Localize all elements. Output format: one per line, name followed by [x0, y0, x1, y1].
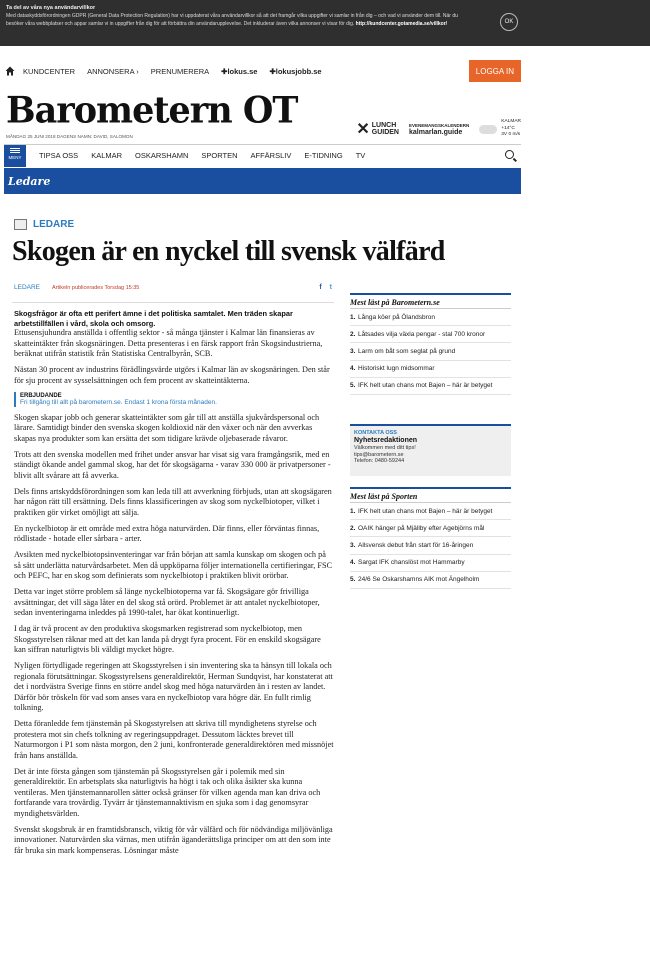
paragraph: Dels finns artskyddsförordningen som kan leda till att avverkning förbjuds, utan att skogsägaren har någon rätt till ersättning. Dels finns klassificeringen av skog som nyckelbiotoper, vilket i praktiken gör virket omöjligt att sälja.: [14, 486, 332, 517]
nav-lokus[interactable]: [221, 67, 257, 76]
paragraph: Skogen skapar jobb och generar skatteintäkter som går till att anställa sjukvårdspersonal och lärare. Samtidigt binder den svenska skogen koldioxid när den växer och när den avverkas skapas nya produkter som kan ersätta det som tidigare krävde oljebaserade råvaror.: [14, 412, 320, 443]
twitter-share-icon[interactable]: t: [329, 284, 332, 291]
cookie-text: [6, 13, 476, 28]
paragraph: Trots att den svenska modellen med frihet under ansvar har visat sig vara framgångsrik, med en ständigt ökande andel gammal skog, har det för skogsägarna - varav 330 000 är privatpersoner - blivit allt svårare att få avverka.: [14, 449, 331, 480]
nav-e-tidning[interactable]: E-TIDNING: [304, 151, 343, 160]
item-number: 1.: [350, 507, 356, 515]
item-number: 4.: [350, 365, 356, 373]
nav-sporten[interactable]: SPORTEN: [201, 151, 238, 160]
article-section-label[interactable]: LEDARE: [33, 219, 75, 230]
cookie-terms-link[interactable]: http://kundcenter.gotamedia.se/villkor/: [355, 20, 448, 27]
article-section: [14, 219, 74, 230]
main-nav: [4, 144, 521, 166]
lokusjobb-icon: ✚: [269, 66, 276, 76]
paragraph: Svenskt skogsbruk är en framtidsbransch, viktig för vår välfärd och för nödvändiga miljövänliga innovationer. Naturvärden ska värnas, men utifrån äganderättsliga principer om att den som inte får bruka sin mark kompenseras. Lösningar måste: [14, 824, 333, 855]
lunch-line-1: LUNCH: [371, 122, 397, 129]
weather-widget[interactable]: [479, 119, 521, 139]
event-brand: kalmarlan.guide: [409, 129, 463, 136]
contact-name: Nyhetsredaktionen: [354, 437, 418, 444]
nav-affarsliv[interactable]: AFFÄRSLIV: [250, 151, 292, 160]
home-icon[interactable]: [5, 66, 15, 76]
nav-oskarshamn[interactable]: OSKARSHAMN: [135, 151, 189, 160]
paragraph: Detta var inget större problem så länge nyckelbiotoperna var få. Skogsägare gör frivilliga avsättningar, det vill säga låter en del skog stå orörd. Problemet är att antalet nyckelbiotoper, sedan inventeringarna inleddes på 1990-talet, har ökat kontinuerligt.: [14, 587, 320, 617]
newspaper-icon: [14, 219, 27, 230]
paragraph: Detta föranledde fem tjänstemän på Skogsstyrelsen att skriva till myndighetens styrelse och protestera mot sin chefs tolkning av regeringsuppdraget. Dessutom läcktes brevet till Naturmorgon i P1 som nästa morgon, den 2 juni, konfronterade generaldirektören med missnöjet från hans anställda.: [14, 719, 334, 760]
sport-item[interactable]: [350, 503, 511, 520]
paragraph: Nyligen förtydligade regeringen att Skogsstyrelsen i sin inventering ska ta hänsyn till lokala och regionala förutsättningar. Skogsstyrelsens generaldirektör, Herman Sundqvist, har konstaterat att det i nordvästra Sverige finns en större andel skog med höga naturvärden än i resten av landet. Därför bör tröskeln för vad som anses vara en nyckelbiotop vara högre där. En fullt rimlig tolkning.: [14, 661, 333, 712]
item-number: 2.: [350, 330, 356, 338]
paragraph: En nyckelbiotop är ett område med extra höga naturvärden. Där finns, eller förväntas finnas, rödlistade - hotade eller sårbara - arter.: [14, 523, 320, 543]
sport-item[interactable]: [350, 520, 511, 537]
nav-prenumerera[interactable]: PRENUMERERA: [150, 66, 210, 76]
most-read-sport-widget: [350, 487, 511, 589]
sport-item[interactable]: [350, 555, 511, 572]
most-read-item[interactable]: [350, 378, 511, 395]
cookie-body: Med dataskyddsförordningen GDPR (General Data Protection Regulation) har vi uppdaterat våra användarvillkor så att det framgår vilka uppgifter vi samlar in från dig – och vad vi använder dem till. När du besöker våra webbplatser och appar samlar vi in uppgifter från dig för att förbättra din användarupplevelse. Det inkluderar även vilka annonser vi visar för dig.: [6, 13, 458, 27]
item-title: Låtsades vilja växla pengar - stal 700 kronor: [358, 330, 486, 338]
item-number: 4.: [350, 559, 356, 567]
weather-city: KALMAR: [501, 119, 521, 125]
item-title: Historiskt lugn midsommar: [358, 365, 435, 373]
menu-label: MENY: [8, 154, 22, 160]
event-calendar-link[interactable]: [409, 122, 469, 136]
sport-title: Mest läst på Sporten: [350, 487, 511, 503]
lunch-x-icon: ✕: [356, 120, 370, 138]
offer-title: ERBJUDANDE: [20, 392, 62, 399]
utility-nav: [5, 60, 521, 82]
weather-temp: +14°C: [501, 125, 515, 131]
hamburger-icon: [10, 148, 20, 153]
contact-line: Välkommen med ditt tips!: [354, 445, 416, 451]
paragraph: Avsikten med nyckelbiotopsinventeringar var från början att samla kunskap om skogen och på så sätt underlätta naturvårdsarbetet. Men då uppköparna följer internationella certifieringar, FSC och PEFC, har en skog som definierats som nyckelbiotop i praktiken blivit orörbar.: [14, 550, 333, 580]
item-number: 3.: [350, 347, 356, 355]
site-logo[interactable]: Barometern OT: [6, 88, 298, 133]
section-banner-title[interactable]: Ledare: [8, 175, 51, 188]
lunchguiden-link[interactable]: [356, 122, 399, 136]
item-title: IFK helt utan chans mot Bajen – här är betyget: [358, 382, 493, 390]
contact-phone[interactable]: Telefon: 0480-59244: [354, 458, 405, 464]
item-title: OAIK hänger på Mjällby efter Agebjörns mål: [358, 524, 485, 532]
paragraph: Nästan 30 procent av industrins förädlingsvärde utgörs i Kalmar län av skogsnäringen. Den står för sju procent av sysselsättningen och fem procent av skatteintäkterna.: [14, 365, 330, 385]
item-title: Långa köer på Ölandsbron: [358, 313, 435, 321]
nav-tipsa-oss[interactable]: TIPSA OSS: [39, 151, 79, 160]
paragraph: I dag är två procent av den produktiva skogsmarken registrerad som nyckelbiotop, men Skogsstyrelsen räknar med att det kan landa på drygt fyra procent. För en enskild skogsägare kan siffran naturligtvis bli väldigt mycket högre.: [14, 624, 321, 654]
cloud-icon: [479, 125, 497, 134]
login-button[interactable]: LOGGA IN: [469, 60, 521, 82]
weather-wind: 3V 0 m/s: [501, 132, 521, 138]
paragraph: Det är inte första gången som tjänstemän på Skogsstyrelsen går i polemik med sin generaldirektör. En arbetsplats ska naturligtvis ha högt i tak och olika åsikter ska kunna ventileras. Men tjänstemannarollen sätter också gränser för vilken agenda man kan driva och fortfarande vara trovärdig. Tyvärr är tjänstemannaktivism en sjuka som i dag genomsyrar myndighetsvärlden.: [14, 766, 321, 818]
nav-tv[interactable]: TV: [355, 151, 366, 160]
chevron-right-icon: ›: [136, 66, 139, 76]
contact-email[interactable]: tips@barometern.se: [354, 451, 404, 458]
nav-lokus-label: lokus.se: [227, 66, 258, 76]
item-title: Allsvensk debut från start för 16-åringen: [358, 541, 474, 549]
cookie-ok-button[interactable]: OK: [500, 13, 518, 31]
divider: [12, 302, 334, 303]
sport-item[interactable]: [350, 537, 511, 554]
item-title: Larm om båt som seglat på grund: [358, 347, 456, 355]
nav-kundcenter[interactable]: KUNDCENTER: [23, 66, 76, 76]
most-read-list: [350, 309, 511, 395]
paragraph: Ettusensjuhundra anställda i offentlig sektor - så många tjänster i Kalmar län finansieras av skatteintäkter från skogsnäringen. Detta presenteras i en färsk rapport från Skogsindustrierna, beräknat utifrån statistik från Statistiska Centralbyrån, SCB.: [14, 328, 323, 358]
menu-button[interactable]: [4, 145, 26, 167]
event-top: EVENEMANGSKALENDERN: [409, 123, 470, 128]
most-read-item[interactable]: [350, 326, 511, 343]
weather-text: [501, 119, 521, 139]
item-number: 5.: [350, 382, 356, 390]
contact-box: [350, 424, 511, 476]
lunch-line-2: GUIDEN: [371, 129, 399, 136]
nav-lokusjobb-label: lokusjobb.se: [275, 66, 322, 76]
search-icon[interactable]: [505, 150, 514, 159]
contact-kicker: KONTAKTA OSS: [354, 430, 397, 436]
item-number: 2.: [350, 524, 356, 532]
nav-lokusjobb[interactable]: [269, 67, 321, 76]
cookie-banner: [0, 0, 650, 46]
cookie-title: Ta del av våra nya användarvillkor: [6, 5, 96, 11]
item-title: 24/6 Se Oskarshamns AIK mot Ängelholm: [358, 576, 480, 584]
masthead-partners: [356, 118, 521, 140]
item-title: IFK helt utan chans mot Bajen – här är betyget: [358, 507, 493, 515]
offer-box[interactable]: [14, 392, 334, 407]
item-number: 1.: [350, 313, 356, 321]
most-read-widget: [350, 293, 511, 395]
nav-annonsera-label: ANNONSERA: [87, 66, 135, 76]
most-read-title: Mest läst på Barometern.se: [350, 293, 511, 309]
item-number: 5.: [350, 576, 356, 584]
lunch-text: [372, 122, 399, 136]
section-banner: [4, 168, 521, 194]
published-date: Artikeln publicerades Torsdag 15:35: [52, 284, 140, 291]
sport-list: [350, 503, 511, 589]
article-headline: Skogen är en nyckel till svensk välfärd: [12, 236, 445, 267]
facebook-share-icon[interactable]: f: [319, 284, 322, 291]
most-read-item[interactable]: [350, 361, 511, 378]
item-title: Sargat IFK chanslöst mot Hammarby: [358, 559, 465, 567]
article-tag[interactable]: LEDARE: [14, 284, 41, 291]
article-meta: [14, 284, 332, 291]
most-read-item[interactable]: [350, 343, 511, 360]
nav-kalmar[interactable]: KALMAR: [91, 151, 123, 160]
offer-link[interactable]: Fri tillgång till allt på barometern.se. Endast 1 krona första månaden.: [20, 398, 217, 406]
most-read-item[interactable]: [350, 309, 511, 326]
lokus-icon: ✚: [221, 66, 228, 76]
item-number: 3.: [350, 541, 356, 549]
sport-item[interactable]: [350, 572, 511, 589]
masthead: [6, 90, 521, 142]
article-body: [14, 309, 334, 862]
article-lead: Skogsfrågor är ofta ett perifert ämne i det politiska samtalet. Men träden skapar arbetstillfällen i vård, skola och omsorg.: [14, 309, 293, 328]
dateline: MÅNDAG 25 JUNI 2018 DAGENS NAMN: DAVID, SALOMON: [6, 134, 133, 139]
nav-annonsera[interactable]: [87, 67, 139, 76]
